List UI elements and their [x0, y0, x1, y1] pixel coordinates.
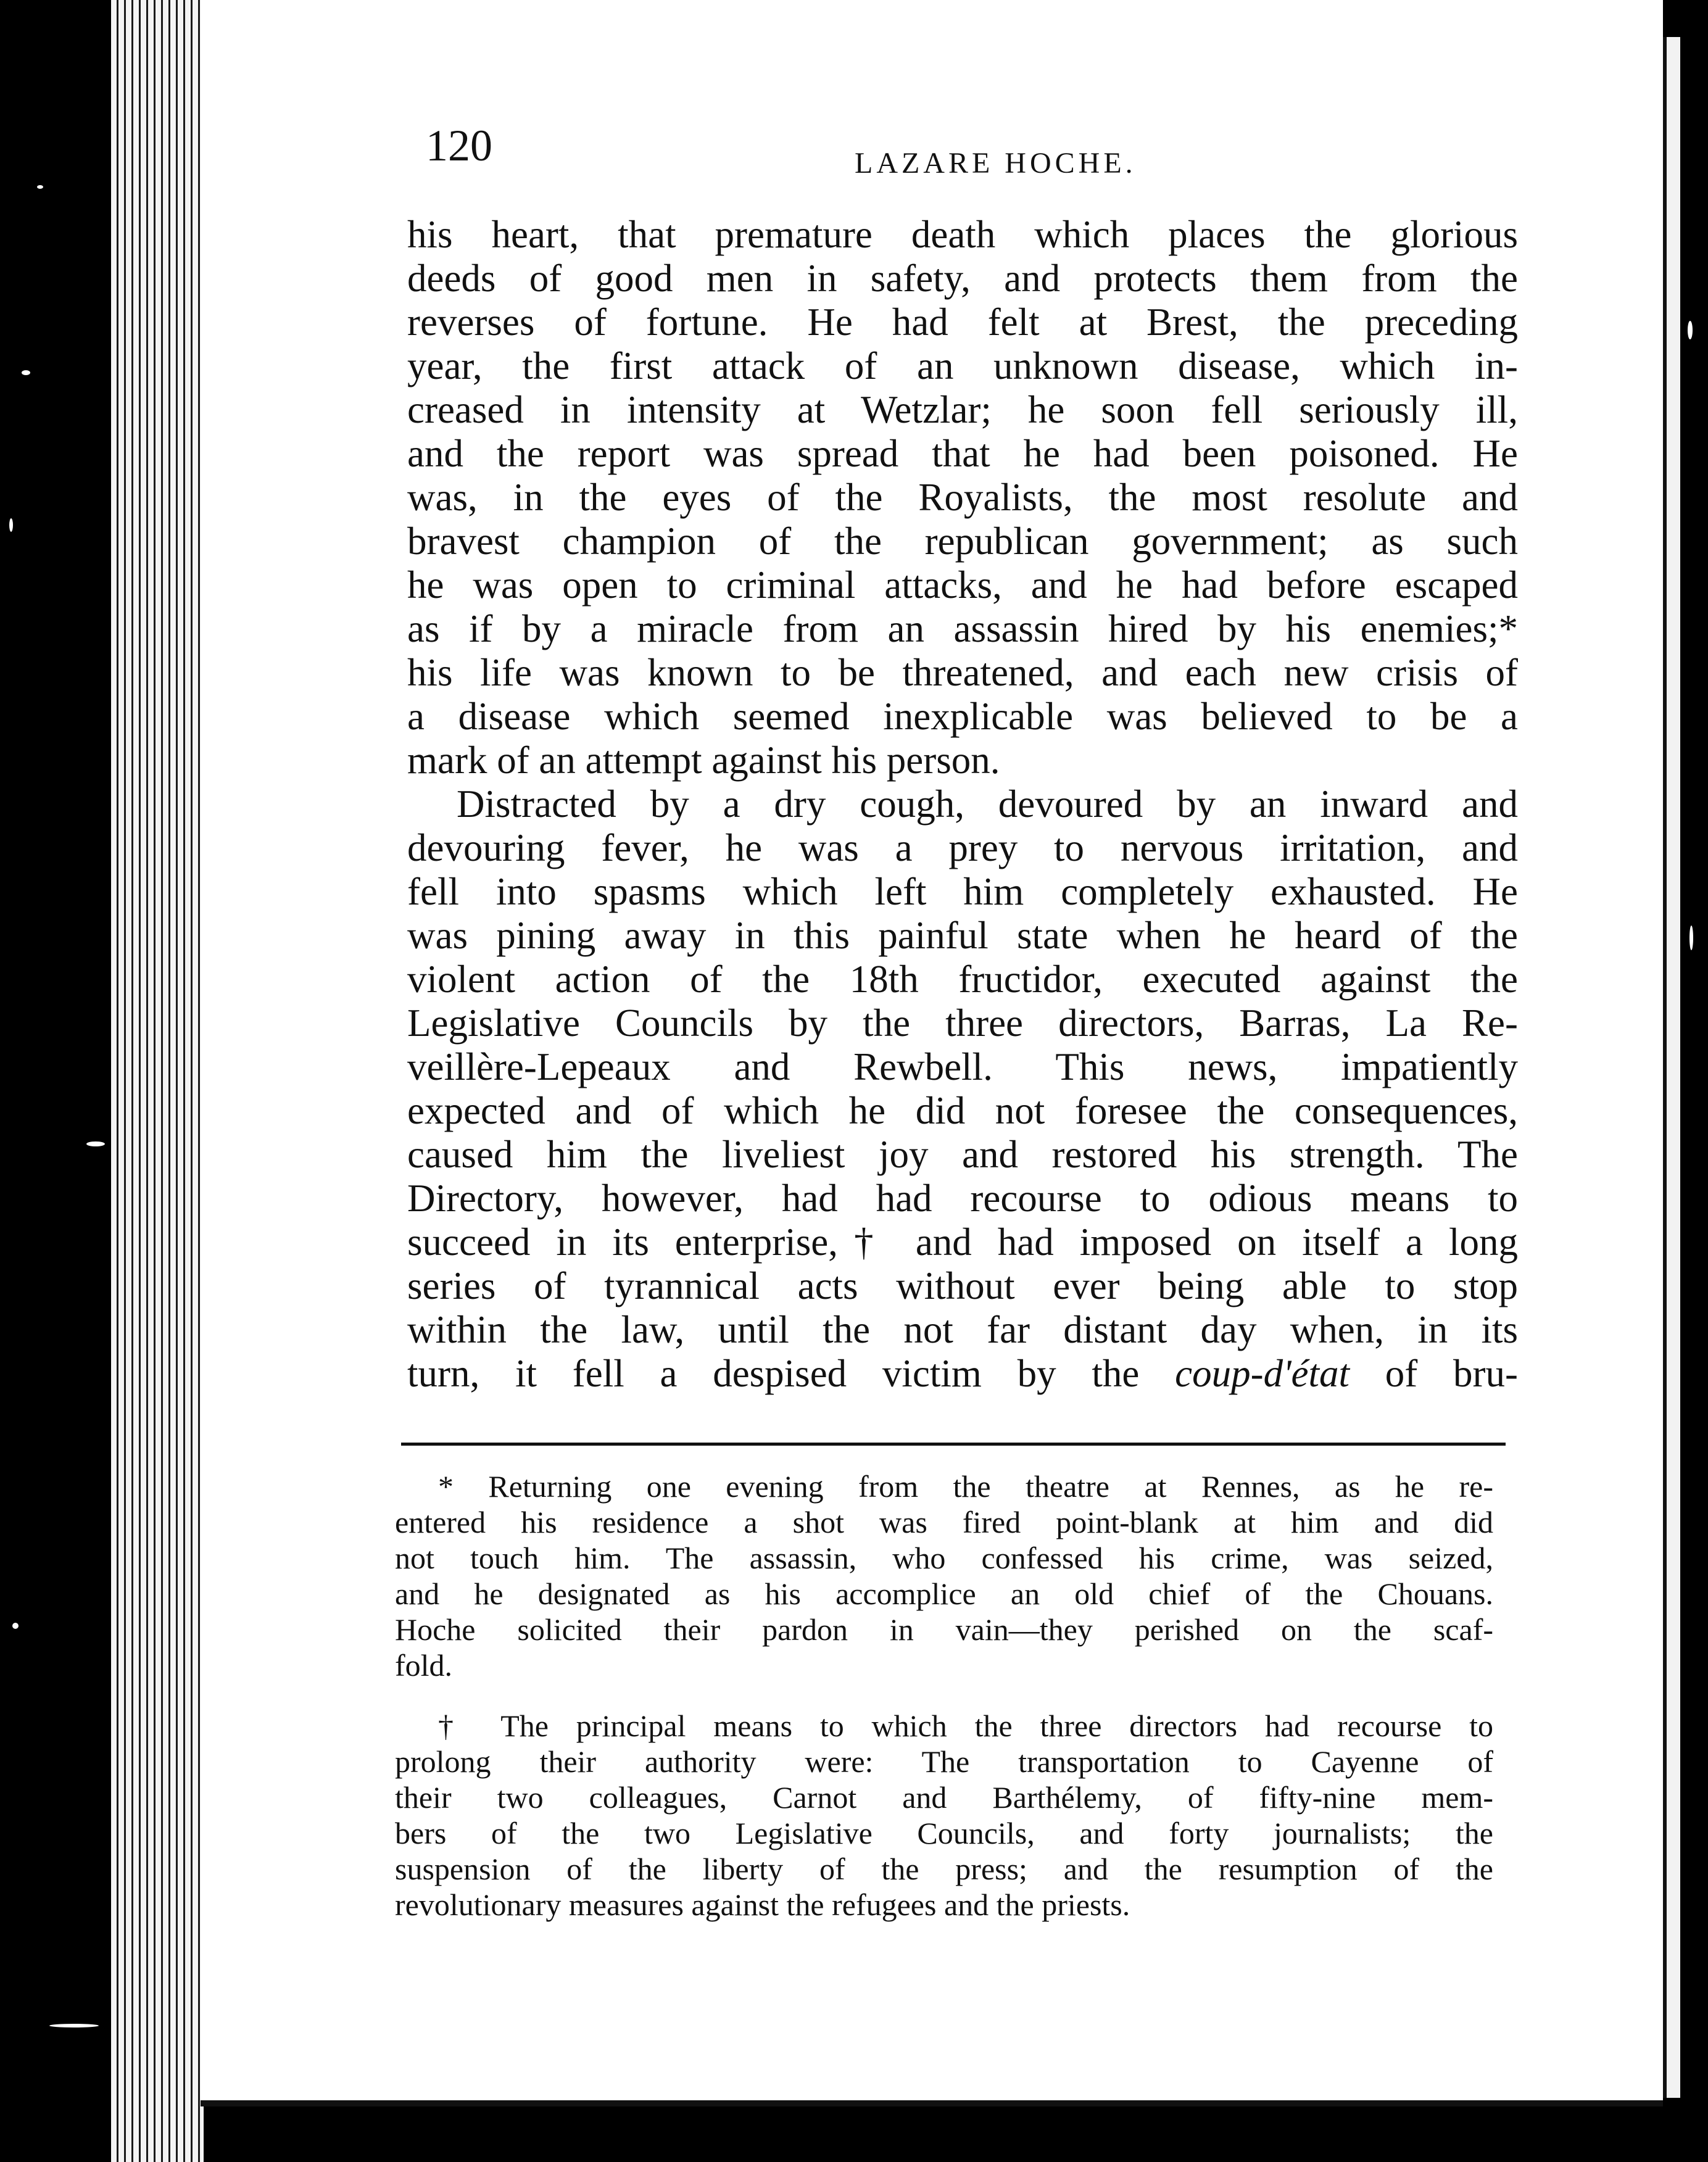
footnote-rule	[401, 1443, 1506, 1446]
footnote-line: suspension of the liberty of the press; and the resumption of the	[395, 1852, 1493, 1886]
body-text	[407, 213, 1518, 1396]
dust-speck	[9, 518, 13, 532]
dust-speck	[22, 370, 30, 375]
footnote-line: bers of the two Legislative Councils, and forty journalists; the	[395, 1816, 1493, 1850]
running-head	[225, 120, 1521, 182]
footnote-dagger	[395, 1708, 1493, 1923]
running-head-title: LAZARE HOCHE.	[855, 147, 1137, 180]
body-line-last	[407, 1352, 1518, 1396]
footnote-line: fold.	[395, 1648, 453, 1683]
body-line: violent action of the 18th fructidor, executed against the	[407, 958, 1518, 1001]
body-line: fell into spasms which left him completely exhausted. He	[407, 870, 1518, 913]
body-line: Legislative Councils by the three directors, Barras, La Re-	[407, 1001, 1518, 1045]
dust-speck	[12, 1623, 19, 1629]
body-line: as if by a miracle from an assassin hired by his enemies;*	[407, 607, 1518, 650]
body-line: succeed in its enterprise,† and had imposed on itself a long	[407, 1220, 1518, 1264]
footnote-line: prolong their authority were: The transportation to Cayenne of	[395, 1744, 1493, 1779]
body-line: Distracted by a dry cough, devoured by an inward and	[457, 782, 1518, 826]
footnote-line: Hoche solicited their pardon in vain—they perished on the scaf-	[395, 1612, 1493, 1647]
dust-speck	[37, 185, 43, 189]
footnote-asterisk	[395, 1468, 1493, 1683]
footnote-line: not touch him. The assassin, who confessed his crime, was seized,	[395, 1541, 1493, 1575]
body-line: deeds of good men in safety, and protects them from the	[407, 257, 1518, 300]
body-line: mark of an attempt against his person.	[407, 739, 1000, 782]
body-line: creased in intensity at Wetzlar; he soon fell seriously ill,	[407, 388, 1518, 431]
footnote-line: revolutionary measures against the refugees and the priests.	[395, 1887, 1130, 1922]
footnote-line: and he designated as his accomplice an old chief of the Chouans.	[395, 1576, 1493, 1611]
footnote-line: * Returning one evening from the theatre at Rennes, as he re-	[438, 1469, 1493, 1504]
book-page-edges	[111, 0, 204, 2162]
body-line: he was open to criminal attacks, and he had before escaped	[407, 563, 1518, 607]
body-line: was pining away in this painful state when he heard of the	[407, 914, 1518, 957]
page-number: 120	[426, 121, 492, 170]
body-line: year, the first attack of an unknown disease, which in-	[407, 344, 1518, 387]
body-line: and the report was spread that he had been poisoned. He	[407, 432, 1518, 475]
dust-speck	[49, 2024, 99, 2027]
body-line: Directory, however, had had recourse to odious means to	[407, 1177, 1518, 1220]
body-line: was, in the eyes of the Royalists, the most resolute and	[407, 476, 1518, 519]
body-line: veillère-Lepeaux and Rewbell. This news, impatiently	[407, 1045, 1518, 1088]
facing-page-edge	[1663, 37, 1680, 2098]
italic-phrase: coup-d'état	[1175, 1352, 1350, 1395]
dust-speck	[1688, 321, 1693, 339]
body-line: his heart, that premature death which places the glorious	[407, 213, 1518, 256]
body-last-line-end: of bru-	[1349, 1352, 1518, 1395]
body-line: devouring fever, he was a prey to nervous irritation, and	[407, 826, 1518, 869]
body-line: his life was known to be threatened, and each new crisis of	[407, 651, 1518, 694]
footnote-line: † The principal means to which the three directors had recourse to	[438, 1708, 1493, 1743]
body-line: series of tyrannical acts without ever being able to stop	[407, 1264, 1518, 1307]
body-line: a disease which seemed inexplicable was believed to be a	[407, 695, 1518, 738]
body-last-line-start: turn, it fell a despised victim by the	[407, 1352, 1175, 1395]
dust-speck	[1689, 926, 1693, 950]
body-line: bravest champion of the republican government; as such	[407, 520, 1518, 563]
body-line: expected and of which he did not foresee the consequences,	[407, 1089, 1518, 1132]
footnote-line: their two colleagues, Carnot and Barthélemy, of fifty-nine mem-	[395, 1780, 1493, 1815]
dust-speck	[86, 1141, 105, 1146]
footnotes	[395, 1468, 1493, 1923]
footnote-line: entered his residence a shot was fired point-blank at him and did	[395, 1505, 1493, 1539]
body-line: reverses of fortune. He had felt at Brest, the preceding	[407, 300, 1518, 344]
body-line: caused him the liveliest joy and restored his strength. The	[407, 1133, 1518, 1176]
body-line: within the law, until the not far distant day when, in its	[407, 1308, 1518, 1351]
